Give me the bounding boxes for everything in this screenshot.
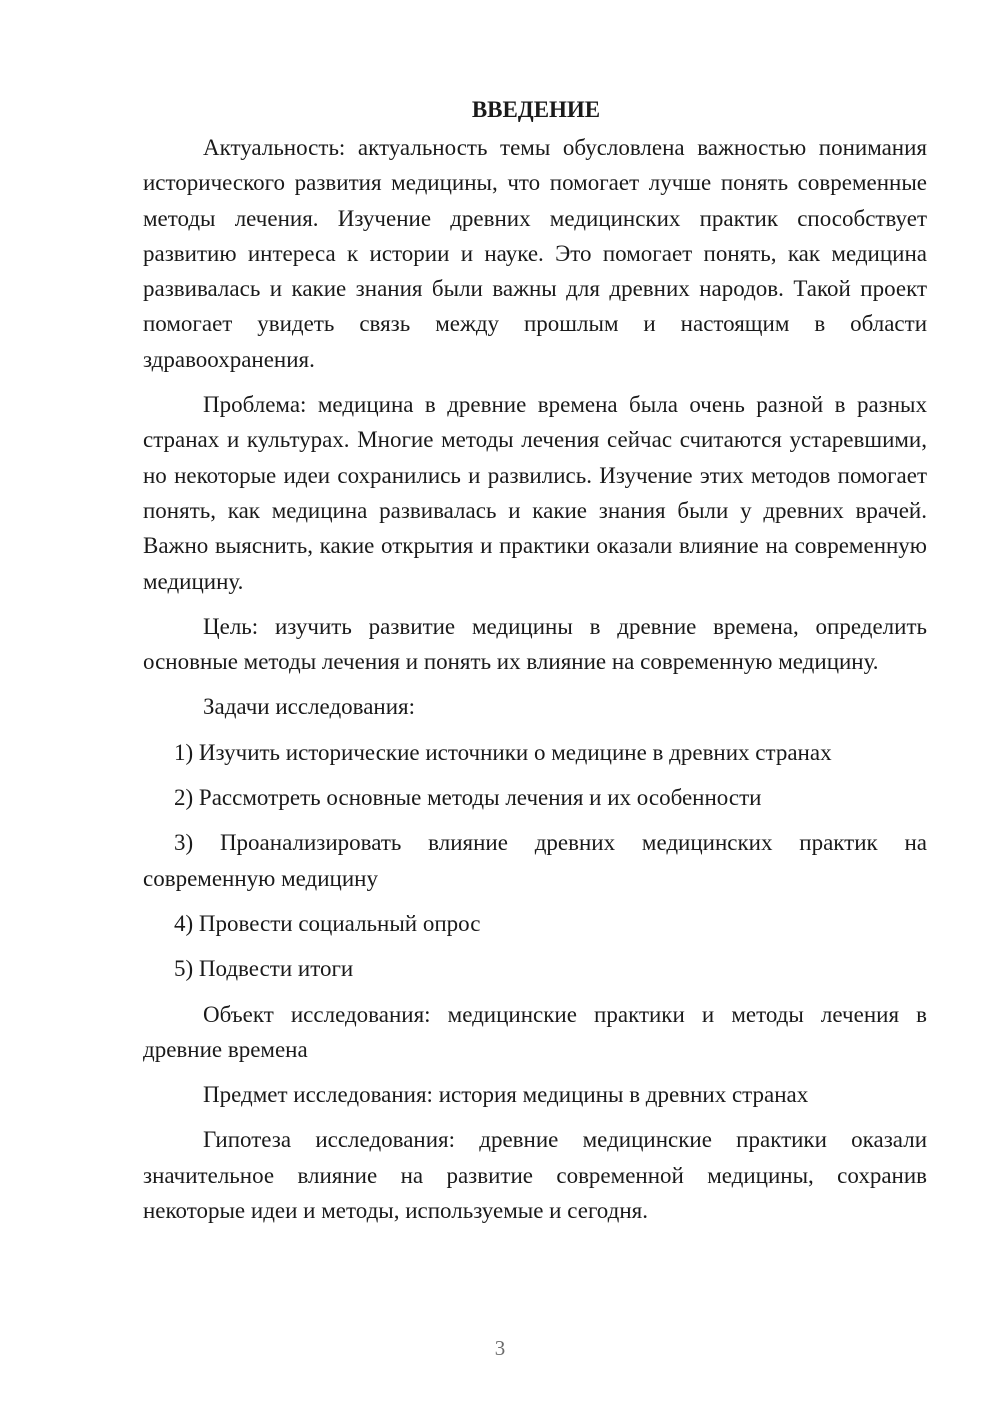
task-item-3: 3) Проанализировать влияние древних медицинских практик на современную медицину: [143, 830, 927, 891]
paragraph-hypothesis: Гипотеза исследования: древние медицинские практики оказали значительное влияние на развитие современной медицины, сохранив некоторые идеи и методы, используемые и сегодня.: [143, 1127, 927, 1224]
page-title: ВВЕДЕНИЕ: [471, 97, 601, 122]
task-item-5: 5) Подвести итоги: [174, 956, 354, 982]
task-item-1: 1) Изучить исторические источники о медицине в древних странах: [174, 739, 832, 765]
task-item-4: 4) Провести социальный опрос: [174, 910, 481, 936]
paragraph-subject: Предмет исследования: история медицины в древних странах: [203, 1082, 809, 1108]
paragraph-relevance: Актуальность: актуальность темы обусловлена важностью понимания исторического развития медицины, что помогает лучше понять современные методы лечения. Изучение древних медицинских практик способствует развитию интереса к истории и науке. Это помогает понять, как медицина развивалась и какие знания были важны для древних народов. Такой проект помогает увидеть связь между прошлым и настоящим в области здравоохранения.: [143, 135, 927, 372]
task-item-2: 2) Рассмотреть основные методы лечения и их особенности: [174, 785, 762, 811]
paragraph-object: Объект исследования: медицинские практики и методы лечения в древние времена: [143, 1001, 927, 1062]
tasks-list: [143, 735, 927, 987]
page-number: 3: [494, 1336, 506, 1360]
paragraph-problem: Проблема: медицина в древние времена была очень разной в разных странах и культурах. Многие методы лечения сейчас считаются устаревшими, но некоторые идеи сохранились и развились. Изучение этих методов помогает понять, как медицина развивалась и какие знания были у древних врачей. Важно выяснить, какие открытия и практики оказали влияние на современную медицину.: [143, 392, 927, 594]
tasks-heading: Задачи исследования:: [203, 694, 416, 720]
page-content: [143, 92, 927, 1238]
paragraph-goal: Цель: изучить развитие медицины в древние времена, определить основные методы лечения и понять их влияние на современную медицину.: [143, 613, 927, 675]
